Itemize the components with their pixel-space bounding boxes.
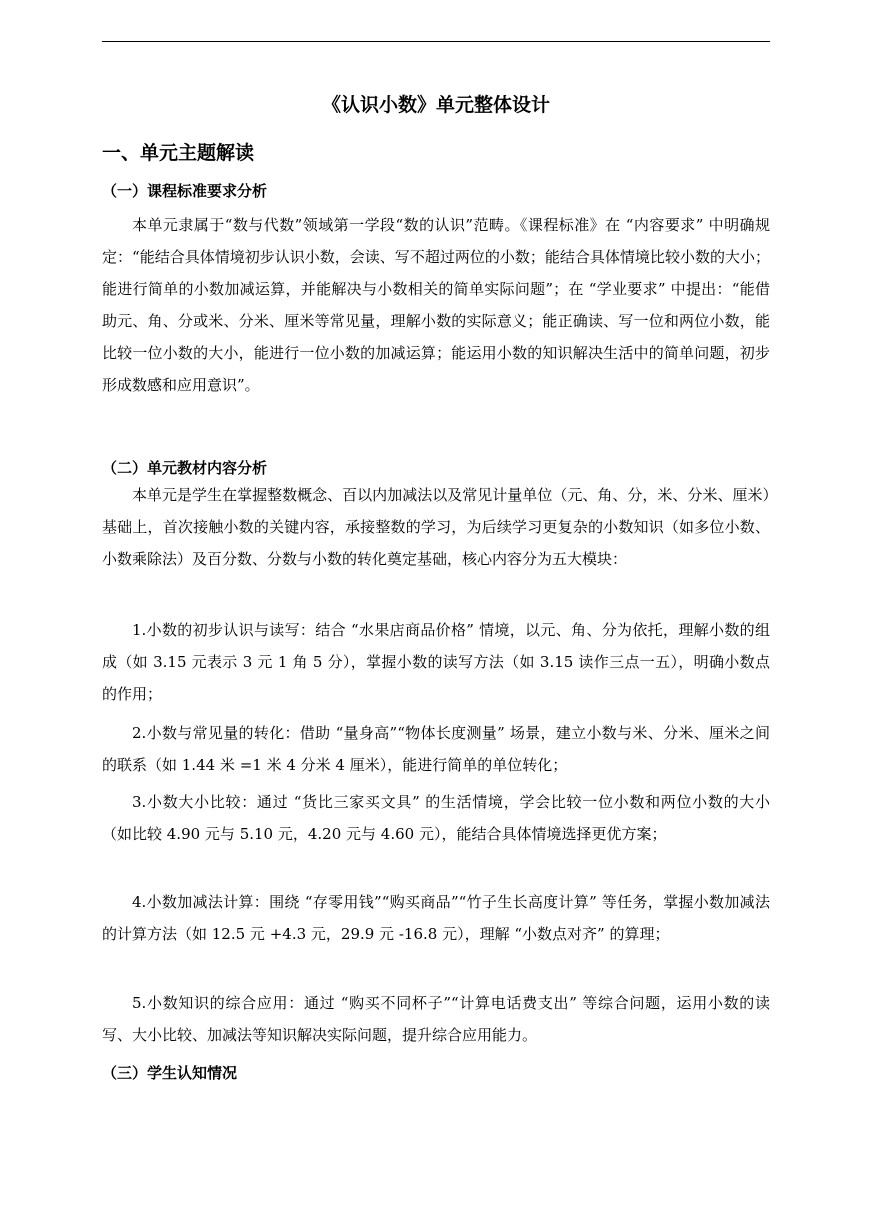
list-item-3: 3.小数大小比较：通过 “货比三家买文具” 的生活情境，学会比较一位小数和两位小数的大小（如比较 4.90 元与 5.10 元，4.20 元与 4.60 元），能结合具体情境选择更优方案； (102, 793, 770, 843)
document-title: 《认识小数》单元整体设计 (321, 94, 550, 116)
list-item-1: 1.小数的初步认识与读写：结合 “水果店商品价格” 情境，以元、角、分为依托，理解小数的组成（如 3.15 元表示 3 元 1 角 5 分），掌握小数的读写方法（如 3.15 读作三点一五），明确小数点的作用； (102, 621, 770, 703)
subsection-heading-3: （三）学生认知情况 (102, 1064, 238, 1082)
list-item-4: 4.小数加减法计算：围绕 “存零用钱”“购买商品”“竹子生长高度计算” 等任务，掌握小数加减法的计算方法（如 12.5 元 +4.3 元，29.9 元 -16.8 元），理解 “小数点对齐” 的算理； (102, 893, 770, 943)
subsection-heading-2: （二）单元教材内容分析 (102, 459, 268, 477)
subsection-heading-1: （一）课程标准要求分析 (102, 182, 268, 200)
paragraph-curriculum: 本单元隶属于“数与代数”领域第一学段“数的认识”范畴。《课程标准》在 “内容要求” 中明确规定：“能结合具体情境初步认识小数，会读、写不超过两位的小数；能结合具体情境比较小数的大小；能进行简单的小数加减运算，并能解决与小数相关的简单实际问题”；在 “学业要求” 中提出：“能借助元、角、分或米、分米、厘米等常见量，理解小数的实际意义；能正确读、写一位和两位小数，能比较一位小数的大小，能进行一位小数的加减运算；能运用小数的知识解决生活中的简单问题，初步形成数感和应用意识”。 (102, 216, 770, 394)
list-item-2: 2.小数与常见量的转化：借助 “量身高”“物体长度测量” 场景，建立小数与米、分米、厘米之间的联系（如 1.44 米 =1 米 4 分米 4 厘米），能进行简单的单位转化； (102, 724, 770, 774)
header-rule (102, 41, 770, 42)
list-item-5: 5.小数知识的综合应用：通过 “购买不同杯子”“计算电话费支出” 等综合问题，运用小数的读写、大小比较、加减法等知识解决实际问题，提升综合应用能力。 (102, 994, 770, 1044)
section-heading-1: 一、单元主题解读 (102, 142, 255, 164)
paragraph-content: 本单元是学生在掌握整数概念、百以内加减法以及常见计量单位（元、角、分，米、分米、厘米）基础上，首次接触小数的关键内容，承接整数的学习，为后续学习更复杂的小数知识（如多位小数、小数乘除法）及百分数、分数与小数的转化奠定基础，核心内容分为五大模块： (102, 486, 770, 568)
